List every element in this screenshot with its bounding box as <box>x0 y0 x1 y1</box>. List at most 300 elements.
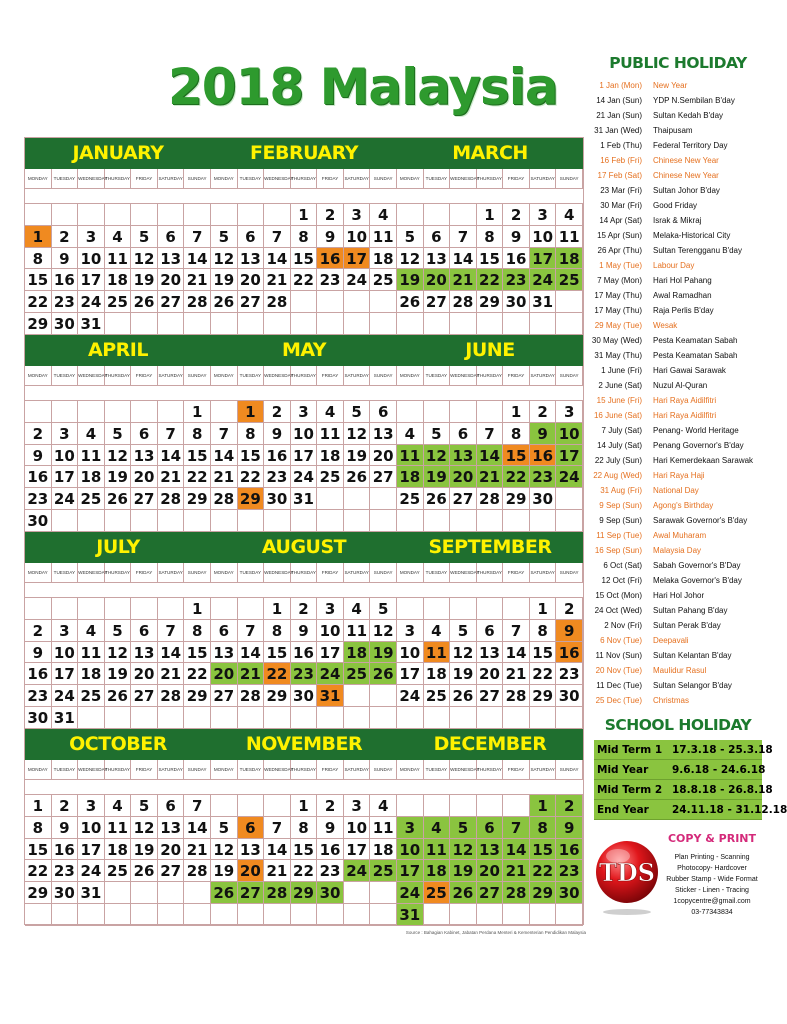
day-cell: 29 <box>291 882 318 904</box>
day-cell: 26 <box>397 291 424 313</box>
day-cell: 28 <box>477 488 504 510</box>
weekday-label: TUESDAY <box>424 169 451 189</box>
day-cell: 22 <box>25 291 52 313</box>
public-holiday-row <box>588 228 768 243</box>
service-line: Sticker - Linen - Tracing <box>675 887 749 894</box>
day-cell: 30 <box>25 707 52 729</box>
day-cell: 4 <box>105 226 132 248</box>
weekday-label: MONDAY <box>25 563 52 583</box>
day-cell: 11 <box>317 423 344 445</box>
empty-cell <box>503 707 530 729</box>
holiday-name: Hari Gawai Sarawak <box>653 366 726 375</box>
weekday-label: WEDNESDAY <box>450 760 477 780</box>
day-cell: 4 <box>370 795 397 817</box>
school-holiday-row <box>594 760 766 780</box>
day-cell: 1 <box>264 598 291 620</box>
empty-cell <box>238 795 265 817</box>
day-cell: 31 <box>397 904 424 926</box>
school-term: Mid Term 1 <box>597 744 663 756</box>
day-cell: 31 <box>291 488 318 510</box>
empty-cell <box>78 707 105 729</box>
day-cell: 22 <box>25 860 52 882</box>
holiday-date: 2 June (Sat) <box>598 381 642 390</box>
day-cell: 19 <box>211 860 238 882</box>
day-cell: 5 <box>370 598 397 620</box>
day-cell: 12 <box>131 817 158 839</box>
day-cell: 27 <box>238 291 265 313</box>
day-cell: 2 <box>317 204 344 226</box>
day-cell: 6 <box>370 401 397 423</box>
weekday-label: SATURDAY <box>344 563 371 583</box>
empty-cell <box>370 882 397 904</box>
weekday-label: SUNDAY <box>556 169 583 189</box>
empty-cell <box>530 904 557 926</box>
day-cell: 18 <box>556 248 583 270</box>
day-cell: 26 <box>105 685 132 707</box>
empty-cell <box>52 598 79 620</box>
public-holiday-row <box>588 318 768 333</box>
day-cell: 22 <box>291 269 318 291</box>
day-cell: 19 <box>397 269 424 291</box>
holiday-name: Penang Governor's B'day <box>653 441 744 450</box>
empty-cell <box>25 598 52 620</box>
weekday-label: SUNDAY <box>184 169 211 189</box>
day-cell: 16 <box>503 248 530 270</box>
day-cell: 1 <box>25 226 52 248</box>
day-cell: 16 <box>25 466 52 488</box>
day-cell: 14 <box>184 248 211 270</box>
holiday-date: 20 Nov (Tue) <box>595 666 642 675</box>
empty-cell <box>264 707 291 729</box>
holiday-name: Awal Muharam <box>653 531 707 540</box>
holiday-date: 17 May (Thu) <box>594 291 642 300</box>
public-holiday-row <box>588 288 768 303</box>
weekday-label: SUNDAY <box>184 366 211 386</box>
day-cell: 28 <box>211 488 238 510</box>
day-cell: 14 <box>158 445 185 467</box>
holiday-date: 30 Mar (Fri) <box>600 201 642 210</box>
weekday-label: SUNDAY <box>370 366 397 386</box>
day-cell: 16 <box>317 839 344 861</box>
day-cell: 21 <box>238 663 265 685</box>
month-may <box>211 335 397 532</box>
month-title: JULY <box>25 532 211 563</box>
day-cell: 24 <box>78 291 105 313</box>
weekday-label: SATURDAY <box>158 760 185 780</box>
day-cell: 13 <box>131 445 158 467</box>
day-cell: 26 <box>344 466 371 488</box>
empty-cell <box>158 313 185 335</box>
holiday-date: 24 Oct (Wed) <box>594 606 642 615</box>
service-line: 03-77343834 <box>691 909 733 916</box>
day-cell: 27 <box>370 466 397 488</box>
day-cell: 20 <box>477 860 504 882</box>
empty-cell <box>344 510 371 532</box>
empty-cell <box>370 291 397 313</box>
day-cell: 17 <box>556 445 583 467</box>
day-cell: 5 <box>424 423 451 445</box>
empty-cell <box>530 707 557 729</box>
day-cell: 28 <box>238 685 265 707</box>
holiday-name: Labour Day <box>653 261 695 270</box>
empty-cell <box>450 795 477 817</box>
weekday-label: FRIDAY <box>317 563 344 583</box>
day-cell: 9 <box>291 620 318 642</box>
weekday-label: SATURDAY <box>158 169 185 189</box>
empty-cell <box>291 904 318 926</box>
day-cell: 18 <box>105 839 132 861</box>
day-cell: 11 <box>370 226 397 248</box>
weekday-label: MONDAY <box>211 563 238 583</box>
weekday-label: THURSDAY <box>291 760 318 780</box>
day-cell: 17 <box>52 663 79 685</box>
holiday-date: 26 Apr (Thu) <box>597 246 642 255</box>
day-cell: 3 <box>397 620 424 642</box>
empty-cell <box>184 313 211 335</box>
day-cell: 10 <box>78 248 105 270</box>
empty-cell <box>450 313 477 335</box>
day-cell: 15 <box>291 839 318 861</box>
public-holiday-row <box>588 573 768 588</box>
day-cell: 11 <box>424 642 451 664</box>
day-cell: 1 <box>477 204 504 226</box>
day-cell: 21 <box>450 269 477 291</box>
day-cell: 20 <box>424 269 451 291</box>
empty-cell <box>344 488 371 510</box>
empty-cell <box>52 401 79 423</box>
day-cell: 10 <box>317 620 344 642</box>
school-range: 17.3.18 - 25.3.18 <box>672 744 773 756</box>
day-cell: 5 <box>344 401 371 423</box>
weekday-label: WEDNESDAY <box>450 563 477 583</box>
empty-cell <box>158 401 185 423</box>
weekday-label: WEDNESDAY <box>78 169 105 189</box>
day-cell: 10 <box>556 423 583 445</box>
empty-cell <box>238 204 265 226</box>
public-holiday-title: PUBLIC HOLIDAY <box>609 54 747 72</box>
day-cell: 6 <box>211 620 238 642</box>
weekday-label: WEDNESDAY <box>264 366 291 386</box>
day-cell: 27 <box>238 882 265 904</box>
empty-cell <box>317 510 344 532</box>
weekday-label: SUNDAY <box>370 563 397 583</box>
day-cell: 30 <box>52 882 79 904</box>
day-cell: 30 <box>52 313 79 335</box>
holiday-name: Awal Ramadhan <box>653 291 712 300</box>
holiday-date: 14 Apr (Sat) <box>599 216 642 225</box>
public-holiday-row <box>588 198 768 213</box>
day-cell: 12 <box>105 642 132 664</box>
day-cell: 26 <box>211 291 238 313</box>
public-holiday-row <box>588 648 768 663</box>
empty-cell <box>450 510 477 532</box>
empty-cell <box>158 882 185 904</box>
holiday-name: Israk & Mikraj <box>653 216 702 225</box>
empty-cell <box>556 313 583 335</box>
day-cell: 31 <box>78 882 105 904</box>
day-cell: 12 <box>344 423 371 445</box>
day-cell: 3 <box>556 401 583 423</box>
day-cell: 13 <box>211 642 238 664</box>
day-cell: 27 <box>477 685 504 707</box>
empty-cell <box>397 510 424 532</box>
day-cell: 27 <box>131 488 158 510</box>
day-cell: 19 <box>105 663 132 685</box>
empty-cell <box>344 685 371 707</box>
day-cell: 4 <box>556 204 583 226</box>
empty-cell <box>477 904 504 926</box>
day-cell: 30 <box>556 685 583 707</box>
holiday-date: 1 Feb (Thu) <box>600 141 642 150</box>
day-cell: 6 <box>238 817 265 839</box>
empty-cell <box>503 510 530 532</box>
empty-cell <box>211 313 238 335</box>
day-cell: 4 <box>424 620 451 642</box>
day-cell: 26 <box>450 685 477 707</box>
public-holiday-row <box>588 633 768 648</box>
weekday-label: SUNDAY <box>184 760 211 780</box>
empty-cell <box>556 510 583 532</box>
day-cell: 25 <box>105 860 132 882</box>
holiday-name: Federal Territory Day <box>653 141 728 150</box>
weekday-label: TUESDAY <box>238 169 265 189</box>
day-cell: 17 <box>397 860 424 882</box>
day-cell: 24 <box>52 488 79 510</box>
day-cell: 25 <box>397 488 424 510</box>
empty-cell <box>158 707 185 729</box>
week-spacer <box>211 386 397 401</box>
empty-cell <box>450 401 477 423</box>
month-september <box>397 532 583 729</box>
weekday-label: THURSDAY <box>477 169 504 189</box>
day-cell: 26 <box>424 488 451 510</box>
day-cell: 5 <box>131 795 158 817</box>
day-cell: 9 <box>25 642 52 664</box>
public-holiday-row <box>588 303 768 318</box>
empty-cell <box>184 707 211 729</box>
day-cell: 11 <box>556 226 583 248</box>
empty-cell <box>291 707 318 729</box>
day-cell: 8 <box>25 248 52 270</box>
holiday-date: 31 Jan (Wed) <box>594 126 642 135</box>
day-cell: 25 <box>78 488 105 510</box>
day-cell: 13 <box>158 248 185 270</box>
weekday-label: WEDNESDAY <box>264 169 291 189</box>
day-cell: 12 <box>450 642 477 664</box>
day-cell: 1 <box>184 401 211 423</box>
day-cell: 27 <box>158 291 185 313</box>
weekday-label: SUNDAY <box>556 760 583 780</box>
day-cell: 5 <box>211 817 238 839</box>
public-holiday-row <box>588 123 768 138</box>
empty-cell <box>52 204 79 226</box>
day-cell: 15 <box>264 642 291 664</box>
day-cell: 22 <box>530 860 557 882</box>
empty-cell <box>397 313 424 335</box>
day-cell: 22 <box>238 466 265 488</box>
empty-cell <box>450 707 477 729</box>
empty-cell <box>397 401 424 423</box>
weekday-label: MONDAY <box>397 760 424 780</box>
day-cell: 29 <box>530 685 557 707</box>
empty-cell <box>556 488 583 510</box>
weekday-label: FRIDAY <box>317 169 344 189</box>
holiday-name: Hari Hol Pahang <box>653 276 712 285</box>
day-cell: 19 <box>131 269 158 291</box>
weekday-label: SATURDAY <box>530 563 557 583</box>
empty-cell <box>503 313 530 335</box>
day-cell: 28 <box>503 882 530 904</box>
day-cell: 29 <box>25 313 52 335</box>
holiday-date: 6 Oct (Sat) <box>603 561 642 570</box>
day-cell: 16 <box>556 839 583 861</box>
day-cell: 3 <box>78 795 105 817</box>
day-cell: 3 <box>317 598 344 620</box>
day-cell: 4 <box>370 204 397 226</box>
month-november <box>211 729 397 926</box>
day-cell: 19 <box>344 445 371 467</box>
empty-cell <box>291 313 318 335</box>
empty-cell <box>370 685 397 707</box>
day-cell: 9 <box>556 620 583 642</box>
day-cell: 29 <box>477 291 504 313</box>
day-cell: 5 <box>397 226 424 248</box>
day-cell: 10 <box>344 226 371 248</box>
school-holiday-row <box>594 800 787 820</box>
day-cell: 25 <box>105 291 132 313</box>
holiday-name: Raja Perlis B'day <box>653 306 714 315</box>
day-cell: 4 <box>424 817 451 839</box>
empty-cell <box>530 313 557 335</box>
week-spacer <box>25 189 211 204</box>
school-term: Mid Year <box>597 764 649 776</box>
week-spacer <box>211 780 397 795</box>
day-cell: 28 <box>184 860 211 882</box>
day-cell: 18 <box>424 860 451 882</box>
day-cell: 6 <box>477 817 504 839</box>
day-cell: 28 <box>158 488 185 510</box>
day-cell: 23 <box>52 860 79 882</box>
day-cell: 27 <box>450 488 477 510</box>
holiday-name: Wesak <box>653 321 678 330</box>
day-cell: 11 <box>370 817 397 839</box>
day-cell: 8 <box>264 620 291 642</box>
holiday-name: Chinese New Year <box>653 171 719 180</box>
day-cell: 17 <box>530 248 557 270</box>
month-title: FEBRUARY <box>211 138 397 169</box>
weekday-label: TUESDAY <box>238 563 265 583</box>
day-cell: 6 <box>131 620 158 642</box>
day-cell: 5 <box>131 226 158 248</box>
weekday-label: TUESDAY <box>424 366 451 386</box>
day-cell: 10 <box>78 817 105 839</box>
empty-cell <box>477 598 504 620</box>
holiday-name: Maulidur Rasul <box>653 666 707 675</box>
page-title: 2018 Malaysia <box>168 58 558 116</box>
weekday-label: MONDAY <box>211 169 238 189</box>
school-term: End Year <box>597 804 649 816</box>
weekday-label: THURSDAY <box>291 563 318 583</box>
empty-cell <box>131 401 158 423</box>
public-holiday-row <box>588 603 768 618</box>
holiday-date: 9 Sep (Sun) <box>599 501 642 510</box>
day-cell: 13 <box>424 248 451 270</box>
school-range: 18.8.18 - 26.8.18 <box>672 784 773 796</box>
day-cell: 2 <box>264 401 291 423</box>
day-cell: 9 <box>556 817 583 839</box>
empty-cell <box>397 795 424 817</box>
day-cell: 9 <box>317 817 344 839</box>
day-cell: 6 <box>424 226 451 248</box>
holiday-name: Nuzul Al-Quran <box>653 381 708 390</box>
day-cell: 24 <box>344 860 371 882</box>
day-cell: 25 <box>556 269 583 291</box>
day-cell: 25 <box>78 685 105 707</box>
day-cell: 12 <box>450 839 477 861</box>
empty-cell <box>184 510 211 532</box>
public-holiday-row <box>588 558 768 573</box>
holiday-date: 30 May (Wed) <box>591 336 642 345</box>
day-cell: 11 <box>78 642 105 664</box>
day-cell: 23 <box>556 663 583 685</box>
public-holiday-row <box>588 138 768 153</box>
holiday-date: 22 July (Sun) <box>594 456 642 465</box>
day-cell: 3 <box>397 817 424 839</box>
day-cell: 10 <box>344 817 371 839</box>
day-cell: 1 <box>530 795 557 817</box>
public-holiday-row <box>588 93 768 108</box>
holiday-name: Pesta Keamatan Sabah <box>653 336 738 345</box>
empty-cell <box>211 401 238 423</box>
day-cell: 21 <box>264 860 291 882</box>
school-term: Mid Term 2 <box>597 784 663 796</box>
empty-cell <box>158 510 185 532</box>
day-cell: 23 <box>317 269 344 291</box>
empty-cell <box>370 488 397 510</box>
public-holiday-row <box>588 468 768 483</box>
month-october <box>25 729 211 926</box>
day-cell: 2 <box>52 795 79 817</box>
public-holiday-row <box>588 333 768 348</box>
empty-cell <box>424 401 451 423</box>
day-cell: 7 <box>158 620 185 642</box>
day-cell: 7 <box>264 226 291 248</box>
day-cell: 27 <box>424 291 451 313</box>
day-cell: 4 <box>105 795 132 817</box>
day-cell: 30 <box>530 488 557 510</box>
day-cell: 24 <box>556 466 583 488</box>
holiday-name: Good Friday <box>653 201 698 210</box>
day-cell: 30 <box>264 488 291 510</box>
day-cell: 2 <box>556 598 583 620</box>
empty-cell <box>556 904 583 926</box>
day-cell: 23 <box>25 685 52 707</box>
empty-cell <box>291 510 318 532</box>
empty-cell <box>25 904 52 926</box>
empty-cell <box>477 510 504 532</box>
day-cell: 21 <box>264 269 291 291</box>
empty-cell <box>370 510 397 532</box>
empty-cell <box>264 204 291 226</box>
empty-cell <box>131 204 158 226</box>
holiday-name: Sultan Perak B'day <box>653 621 721 630</box>
empty-cell <box>397 204 424 226</box>
holiday-date: 11 Nov (Sun) <box>595 651 642 660</box>
day-cell: 8 <box>530 620 557 642</box>
empty-cell <box>78 510 105 532</box>
day-cell: 31 <box>52 707 79 729</box>
empty-cell <box>370 313 397 335</box>
